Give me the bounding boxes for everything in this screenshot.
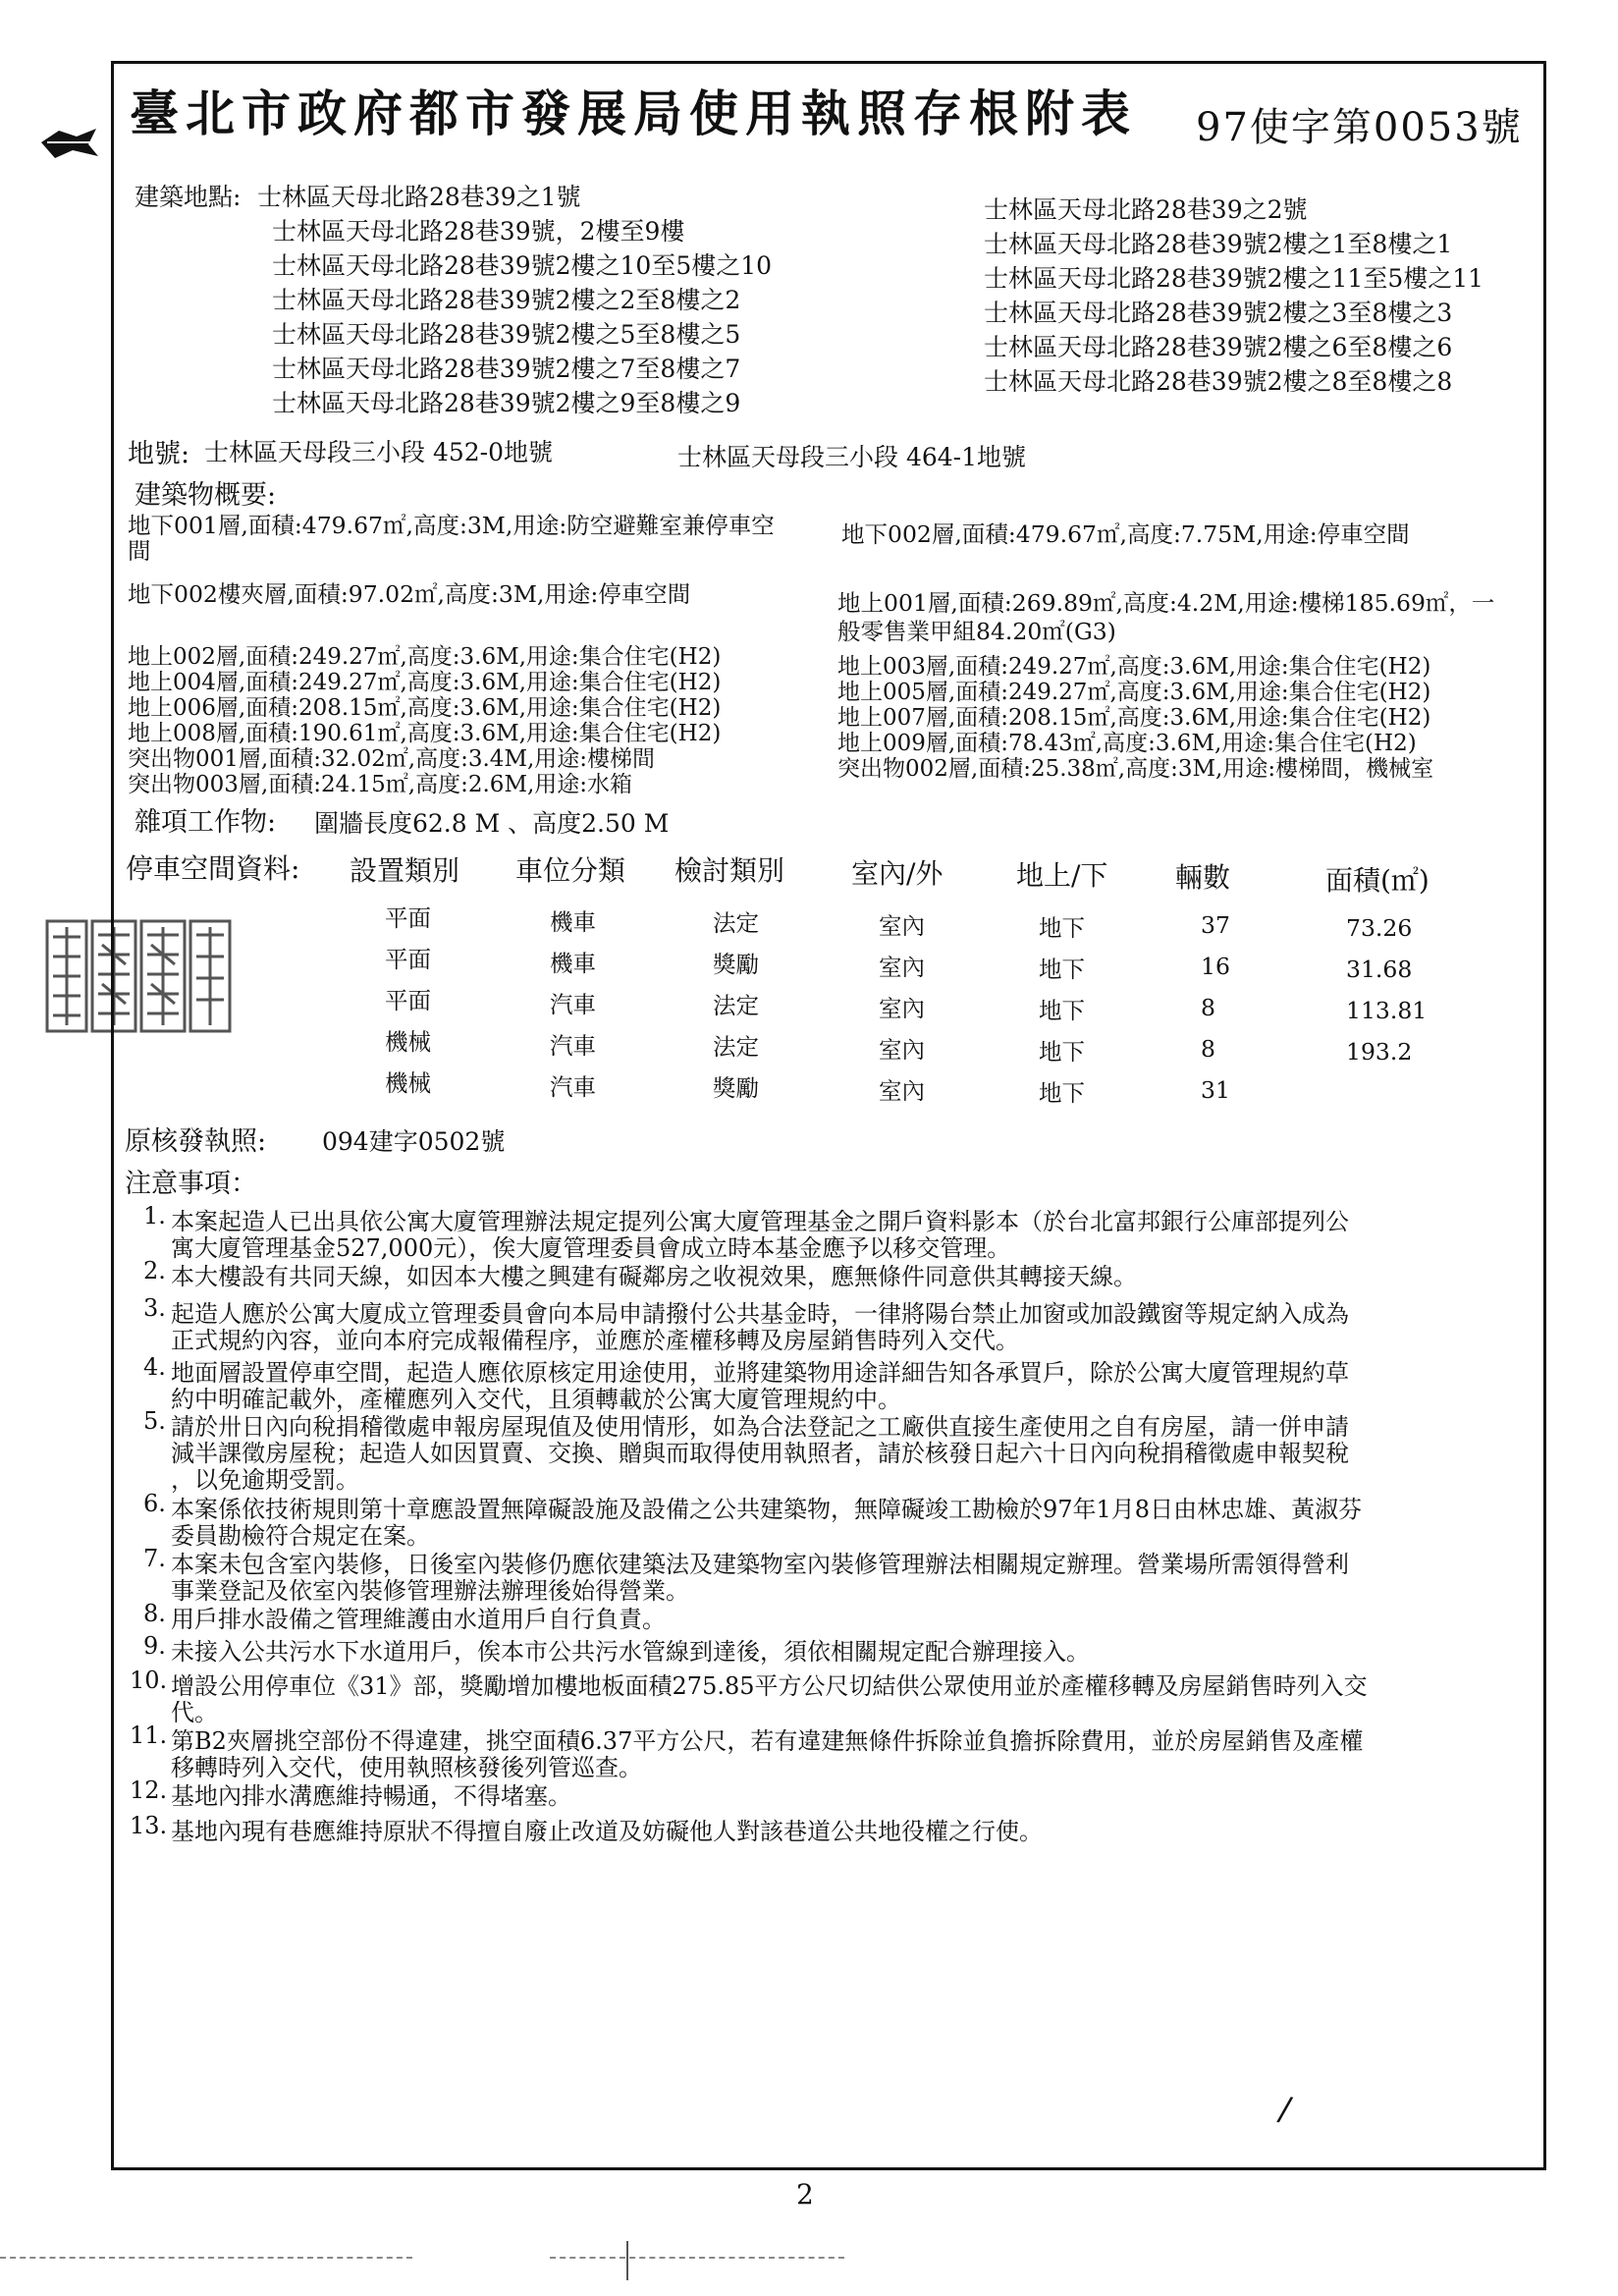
note-text-line: 委員勘檢符合規定在案。 [171,1522,430,1550]
note-text-line: ，以免逾期受罰。 [171,1466,359,1494]
note-number: 11. [130,1722,168,1749]
note-number: 1. [143,1202,166,1230]
parking-cell: 平面 [385,987,431,1014]
note-text-line: 代。 [171,1699,218,1726]
overview-row-right: 地上009層,面積:78.43㎡,高度:3.6M,用途:集合住宅(H2) [837,731,1417,756]
parking-cell: 機械 [385,1069,431,1097]
pen-mark: / [1274,2089,1295,2130]
note-text-line: 事業登記及依室內裝修管理辦法辦理後始得營業。 [171,1577,689,1605]
notes-label: 注意事項： [125,1169,257,1199]
parking-header: 地上/下 [1016,859,1108,892]
site-address-right: 士林區天母北路28巷39號2樓之3至8樓之3 [984,299,1453,327]
parking-cell: 汽車 [550,991,596,1018]
parking-cell: 室內 [879,1036,925,1064]
note-number: 10. [130,1667,168,1694]
site-address-right: 士林區天母北路28巷39號2樓之6至8樓之6 [984,333,1453,361]
parking-cell: 法定 [713,909,759,937]
page-number: 2 [796,2178,814,2211]
overview-mezzanine: 地下002樓夾層,面積:97.02㎡,高度:3M,用途:停車空間 [128,580,691,608]
note-number: 6. [143,1490,166,1517]
site-address-left: 士林區天母北路28巷39號2樓之2至8樓之2 [272,286,741,314]
note-text-line: 本案未包含室內裝修，日後室內裝修仍應依建築法及建築物室內裝修管理辦法相關規定辦理。營業場所需領得營利 [171,1551,1349,1578]
site-address-left: 士林區天母北路28巷39號2樓之5至8樓之5 [272,320,741,349]
lot-label: 地號: [128,439,190,469]
overview-row-left: 地上002層,面積:249.27㎡,高度:3.6M,用途:集合住宅(H2) [128,644,722,670]
parking-cell: 法定 [713,992,759,1019]
note-number: 12. [130,1777,168,1804]
parking-label: 停車空間資料: [126,852,300,885]
overview-floor-b2: 地下002層,面積:479.67㎡,高度:7.75M,用途:停車空間 [841,520,1410,548]
overview-row-left: 地上008層,面積:190.61㎡,高度:3.6M,用途:集合住宅(H2) [128,721,722,746]
note-number: 5. [143,1407,166,1435]
note-number: 8. [143,1600,166,1627]
parking-cell: 8 [1201,1035,1215,1063]
parking-cell: 汽車 [550,1032,596,1060]
site-address-right: 士林區天母北路28巷39號2樓之11至5樓之11 [984,264,1484,293]
site-address-left: 士林區天母北路28巷39號2樓之7至8樓之7 [272,355,741,383]
note-text-line: 正式規約內容，並向本府完成報備程序，並應於產權移轉及房屋銷售時列入交代。 [171,1327,1019,1354]
overview-row-left: 突出物003層,面積:24.15㎡,高度:2.6M,用途:水箱 [128,772,633,797]
overview-row-right: 地上005層,面積:249.27㎡,高度:3.6M,用途:集合住宅(H2) [837,680,1431,705]
parking-header: 檢討類別 [674,854,785,887]
lot-value: 士林區天母段三小段 464-1地號 [677,443,1027,471]
note-text-line: 第B2夾層挑空部份不得違建，挑空面積6.37平方公尺，若有違建無條件拆除並負擔拆除費用，並於房屋銷售及產權 [171,1727,1364,1755]
overview-floor-1: 地上001層,面積:269.89㎡,高度:4.2M,用途:樓梯185.69㎡，一 [837,589,1495,617]
overview-row-left: 地上006層,面積:208.15㎡,高度:3.6M,用途:集合住宅(H2) [128,695,722,721]
note-text-line: 移轉時列入交代，使用執照核發後列管巡查。 [171,1754,642,1781]
note-text-line: 減半課徵房屋稅；起造人如因買賣、交換、贈與而取得使用執照者，請於核發日起六十日內向稅捐稽徵處申報契稅 [171,1440,1349,1467]
note-number: 9. [143,1632,166,1660]
document-title: 臺北市政府都市發展局使用執照存根附表 [130,84,1137,142]
note-text-line: 寓大廈管理基金527,000元），俟大廈管理委員會成立時本基金應予以移交管理。 [171,1234,1011,1262]
overview-label: 建築物概要: [135,480,277,511]
note-text-line: 本案係依技術規則第十章應設置無障礙設施及設備之公共建築物，無障礙竣工勘檢於97年1月8日由林忠雄、黃淑芬 [171,1496,1363,1523]
parking-cell: 8 [1201,994,1215,1021]
document-number: 97使字第0053號 [1196,105,1523,150]
note-text-line: 起造人應於公寓大廈成立管理委員會向本局申請撥付公共基金時，一律將陽台禁止加窗或加設鐵窗等規定納入成為 [171,1300,1349,1328]
parking-header: 設置類別 [350,854,460,887]
parking-cell: 平面 [385,904,431,932]
parking-cell: 地下 [1039,914,1085,942]
parking-cell: 汽車 [550,1073,596,1101]
parking-cell: 法定 [713,1033,759,1061]
note-text-line: 本大樓設有共同天線，如因本大樓之興建有礙鄰房之收視效果，應無條件同意供其轉接天線。 [171,1263,1137,1290]
overview-floor-1-cont: 般零售業甲組84.20㎡(G3) [837,618,1116,645]
parking-cell: 獎勵 [713,951,759,978]
parking-cell: 平面 [385,946,431,973]
parking-header: 室內/外 [851,857,944,890]
parking-cell: 地下 [1039,1038,1085,1066]
overview-floor-b1: 地下001層,面積:479.67㎡,高度:3M,用途:防空避難室兼停車空 [128,512,775,539]
parking-cell: 室內 [879,1077,925,1105]
note-text-line: 未接入公共污水下水道用戶，俟本市公共污水管線到達後，須依相關規定配合辦理接入。 [171,1638,1090,1666]
overview-row-left: 突出物001層,面積:32.02㎡,高度:3.4M,用途:樓梯間 [128,746,656,772]
parking-cell: 16 [1201,953,1230,980]
parking-cell: 31 [1201,1076,1230,1104]
parking-header: 輛數 [1175,861,1231,894]
parking-header: 面積(㎡) [1325,864,1429,897]
note-text-line: 增設公用停車位《31》部，獎勵增加樓地板面積275.85平方公尺切結供公眾使用並於產權移轉及房屋銷售時列入交 [171,1672,1368,1700]
parking-header: 車位分類 [515,854,626,887]
overview-row-right: 突出物002層,面積:25.38㎡,高度:3M,用途:樓梯間，機械室 [837,756,1434,782]
parking-cell: 193.2 [1346,1038,1413,1066]
parking-cell: 機車 [550,908,596,936]
overview-row-right: 地上007層,面積:208.15㎡,高度:3.6M,用途:集合住宅(H2) [837,705,1431,731]
misc-value: 圍牆長度62.8 M 、高度2.50 M [314,809,670,838]
site-address-left: 士林區天母北路28巷39號2樓之9至8樓之9 [272,389,741,417]
note-number: 3. [143,1294,166,1322]
parking-cell: 37 [1201,911,1230,939]
note-number: 4. [143,1353,166,1381]
note-text-line: 本案起造人已出具依公寓大廈管理辦法規定提列公寓大廈管理基金之開戶資料影本（於台北富邦銀行公庫部提列公 [171,1208,1349,1235]
parking-cell: 室內 [879,954,925,981]
parking-cell: 73.26 [1346,914,1413,942]
note-text-line: 基地內現有巷應維持原狀不得擅自廢止改道及妨礙他人對該巷道公共地役權之行使。 [171,1818,1043,1845]
parking-cell: 獎勵 [713,1074,759,1102]
note-text-line: 地面層設置停車空間，起造人應依原核定用途使用，並將建築物用途詳細告知各承買戶，除於公寓大廈管理規約草 [171,1359,1349,1387]
parking-cell: 機車 [550,950,596,977]
original-license-value: 094建字0502號 [322,1127,506,1156]
scan-artifact-line [550,2257,844,2259]
overview-row-right: 地上003層,面積:249.27㎡,高度:3.6M,用途:集合住宅(H2) [837,654,1431,680]
parking-cell: 機械 [385,1028,431,1056]
parking-cell: 113.81 [1346,997,1428,1024]
site-address-left: 士林區天母北路28巷39號2樓之10至5樓之10 [272,251,773,280]
parking-cell: 地下 [1039,1079,1085,1107]
overview-floor-b1-cont: 間 [128,537,151,565]
site-address-right: 士林區天母北路28巷39之2號 [984,195,1308,224]
parking-cell: 室內 [879,995,925,1022]
note-text-line: 用戶排水設備之管理維護由水道用戶自行負責。 [171,1606,666,1633]
misc-label: 雜項工作物: [135,807,277,838]
note-number: 13. [130,1812,168,1839]
site-address-left: 士林區天母北路28巷39號，2樓至9樓 [272,217,685,246]
scan-mark-icon [37,123,102,162]
site-address-right: 士林區天母北路28巷39號2樓之1至8樓之1 [984,230,1453,258]
site-label: 建築地點: [135,183,242,211]
original-license-label: 原核發執照: [125,1126,267,1157]
parking-cell: 地下 [1039,997,1085,1024]
parking-cell: 31.68 [1346,956,1413,983]
note-number: 7. [143,1545,166,1572]
site-address-left: 士林區天母北路28巷39之1號 [257,183,581,211]
lot-value: 士林區天母段三小段 452-0地號 [204,438,554,466]
parking-cell: 室內 [879,912,925,940]
note-text-line: 基地內排水溝應維持暢通，不得堵塞。 [171,1782,571,1810]
note-text-line: 請於卅日內向稅捐稽徵處申報房屋現值及使用情形，如為合法登記之工廠供直接生產使用之自有房屋，請一併申請 [171,1413,1349,1441]
note-number: 2. [143,1257,166,1285]
parking-cell: 地下 [1039,956,1085,983]
note-text-line: 約中明確記載外，產權應列入交代，且須轉載於公寓大廈管理規約中。 [171,1386,901,1413]
overview-row-left: 地上004層,面積:249.27㎡,高度:3.6M,用途:集合住宅(H2) [128,670,722,695]
site-address-right: 士林區天母北路28巷39號2樓之8至8樓之8 [984,367,1453,396]
scan-artifact-tick [626,2241,628,2280]
scan-artifact-line [0,2257,412,2259]
